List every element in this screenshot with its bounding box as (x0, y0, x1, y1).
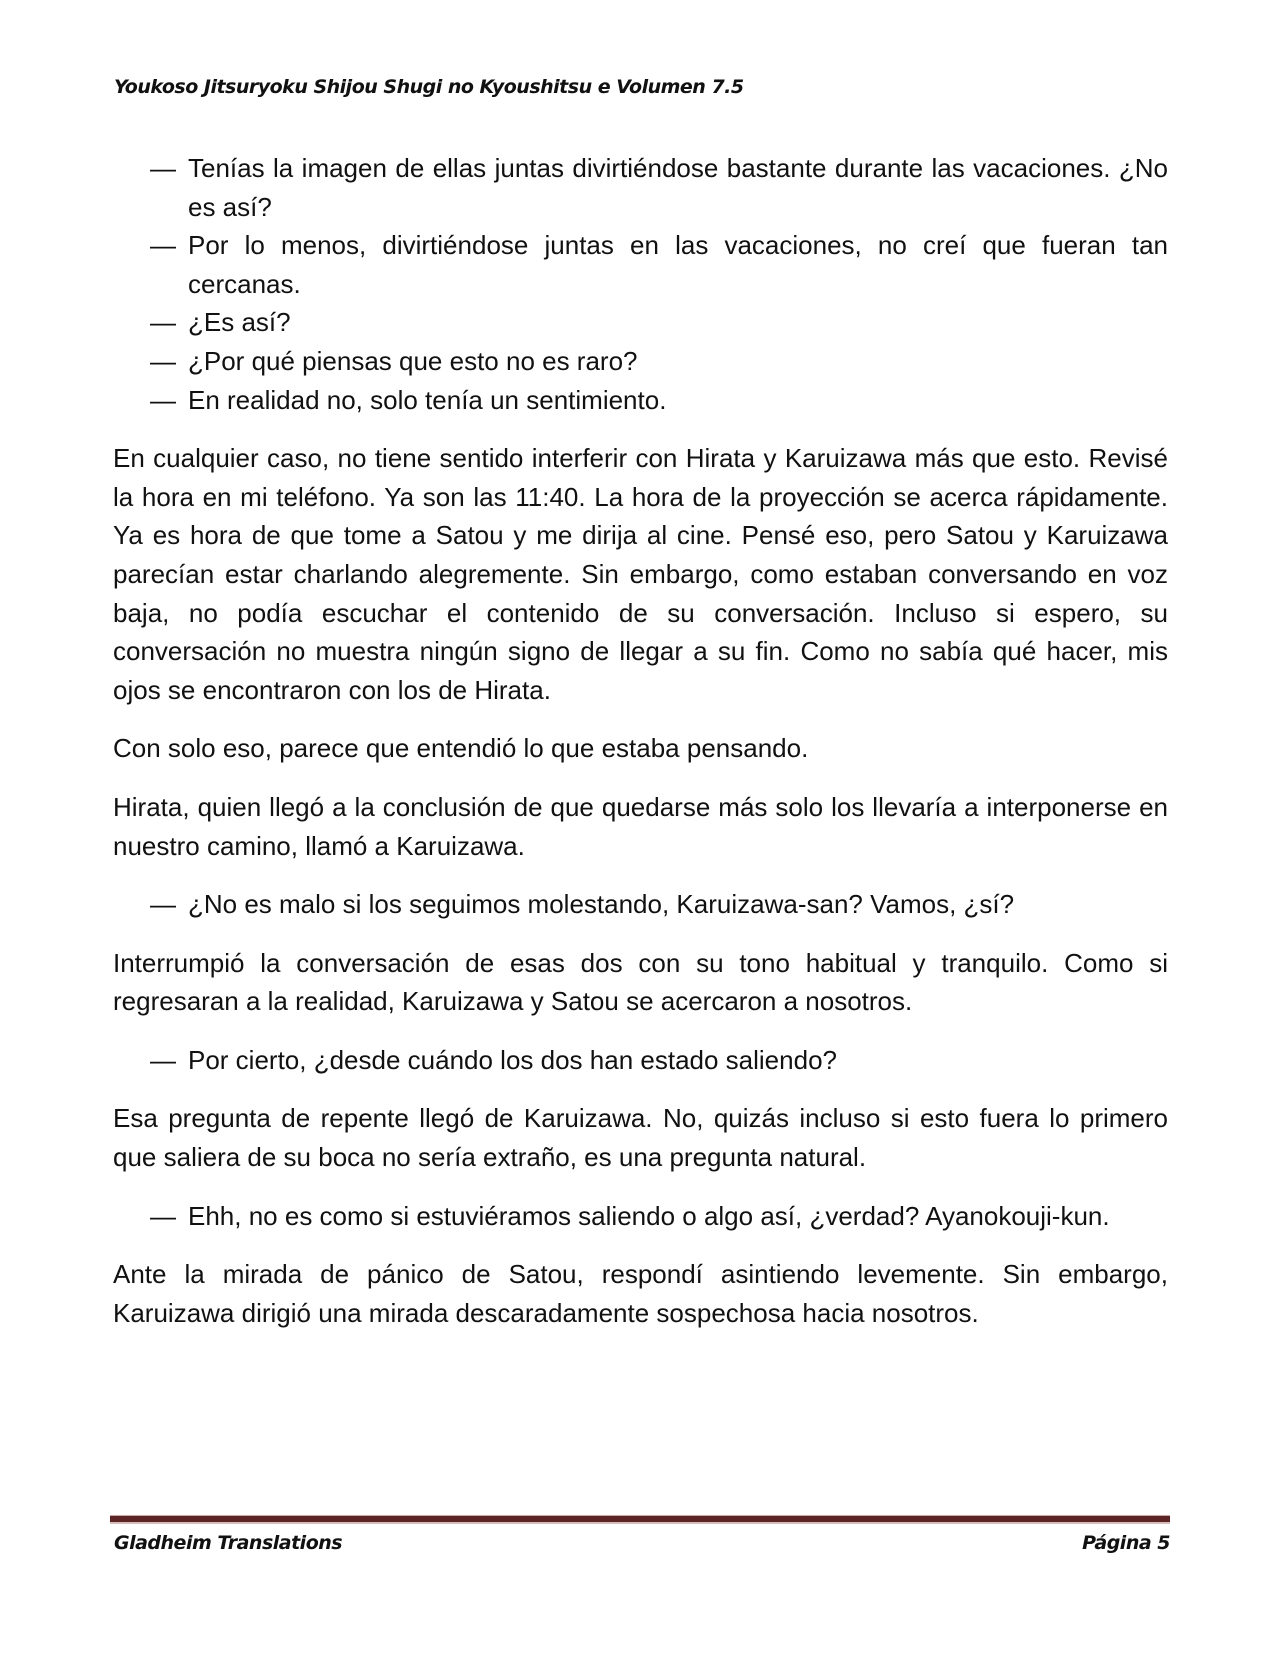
dialogue-dash: — (150, 345, 176, 376)
dialogue-line (113, 1197, 1168, 1236)
dialogue-text: ¿Es así? (188, 307, 291, 338)
dialogue-text: En realidad no, solo tenía un sentimiento. (188, 384, 667, 415)
paragraph: Con solo eso, parece que entendió lo que estaba pensando. (113, 733, 809, 764)
dialogue-line (113, 226, 1168, 303)
dialogue-dash: — (150, 307, 176, 338)
dialogue-dash: — (150, 1044, 176, 1075)
paragraph: Interrumpió la conversación de esas dos con su tono habitual y tranquilo. Como si regresaran a la realidad, Karuizawa y Satou se acercaron a nosotros. (113, 947, 1168, 1017)
dialogue-dash: — (150, 1200, 176, 1231)
dialogue-dash: — (150, 384, 176, 415)
dialogue-line (113, 342, 1168, 381)
dialogue-line (113, 381, 1168, 420)
page-body (113, 149, 1168, 1352)
dialogue-dash: — (150, 230, 176, 261)
dialogue-text: ¿Por qué piensas que esto no es raro? (188, 345, 638, 376)
dialogue-text: Por lo menos, divirtiéndose juntas en las vacaciones, no creí que fueran tan cercanas. (188, 230, 1168, 299)
dialogue-line (113, 303, 1168, 342)
dialogue-line (113, 885, 1168, 924)
paragraph: Esa pregunta de repente llegó de Karuizawa. No, quizás incluso si esto fuera lo primero que saliera de su boca no sería extraño, es una pregunta natural. (113, 1103, 1168, 1173)
paragraph: Ante la mirada de pánico de Satou, respondí asintiendo levemente. Sin embargo, Karuizawa dirigió una mirada descaradamente sospechosa hacia nosotros. (113, 1259, 1168, 1328)
dialogue-line (113, 1041, 1168, 1080)
running-header: Youkoso Jitsuryoku Shijou Shugi no Kyoushitsu e Volumen 7.5 (114, 76, 744, 98)
footer-credit: Gladheim Translations (114, 1532, 343, 1554)
page-number: Página 5 (1082, 1532, 1170, 1554)
dialogue-line (113, 149, 1168, 226)
dialogue-dash: — (150, 889, 176, 920)
paragraph: Hirata, quien llegó a la conclusión de que quedarse más solo los llevaría a interponerse en nuestro camino, llamó a Karuizawa. (113, 791, 1168, 861)
dialogue-text: ¿No es malo si los seguimos molestando, Karuizawa-san? Vamos, ¿sí? (188, 889, 1015, 920)
dialogue-text: Por cierto, ¿desde cuándo los dos han estado saliendo? (188, 1044, 837, 1075)
footer-rule (110, 1515, 1170, 1524)
dialogue-text: Ehh, no es como si estuviéramos saliendo o algo así, ¿verdad? Ayanokouji-kun. (188, 1200, 1110, 1231)
paragraph: En cualquier caso, no tiene sentido interferir con Hirata y Karuizawa más que esto. Revisé la hora en mi teléfono. Ya son las 11:40. La hora de la proyección se acerca rápidamente. Ya es hora de que tome a Satou y me dirija al cine. Pensé eso, pero Satou y Karuizawa parecían estar charlando alegremente. Sin embargo, como estaban conversando en voz baja, no podía escuchar el contenido de su conversación. Incluso si espero, su conversación no muestra ningún signo de llegar a su fin. Como no sabía qué hacer, mis ojos se encontraron con los de Hirata. (113, 443, 1168, 705)
dialogue-text: Tenías la imagen de ellas juntas divirtiéndose bastante durante las vacaciones. ¿No es así? (188, 153, 1168, 222)
dialogue-dash: — (150, 153, 176, 183)
